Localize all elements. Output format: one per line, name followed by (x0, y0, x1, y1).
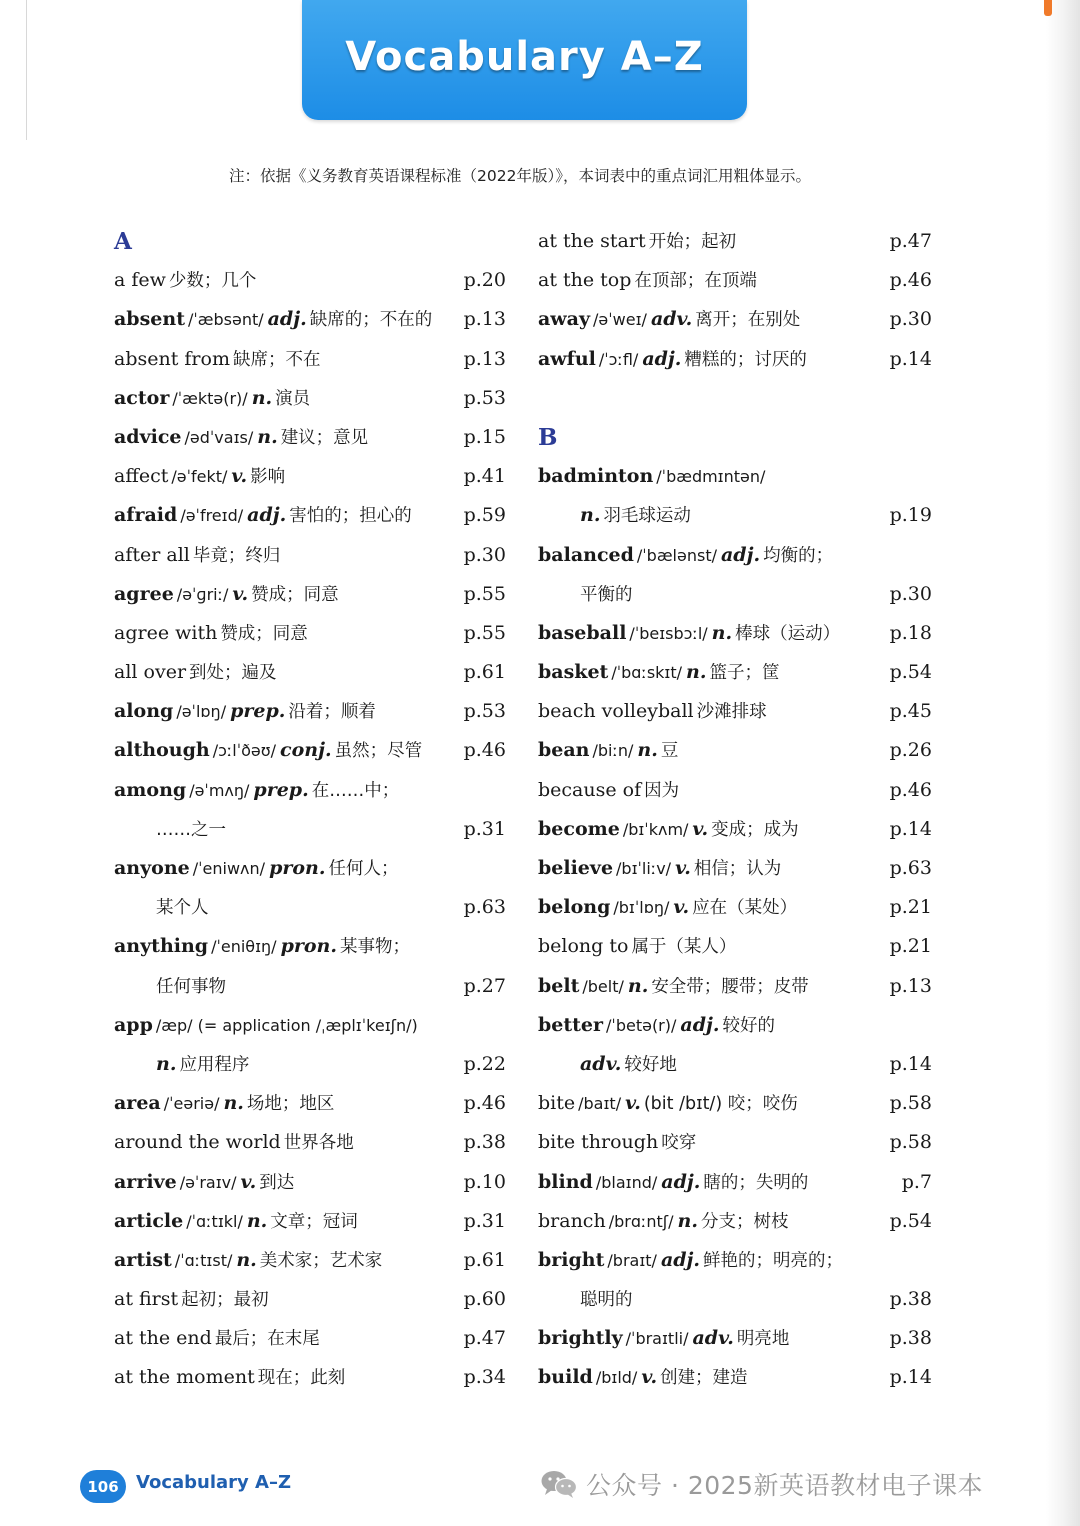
vocab-entry-row (538, 222, 934, 261)
entry-page-ref: p.30 (889, 582, 932, 605)
entry-part-of-speech: n. (251, 386, 273, 409)
entry-meaning: ……之一 (156, 819, 226, 840)
entry-term: agree with (114, 621, 218, 644)
vocab-entry-row (538, 1202, 934, 1241)
vocab-entry-row (114, 1358, 508, 1397)
entry-page-ref: p.53 (463, 700, 506, 723)
entry-part-of-speech: adj. (660, 1248, 701, 1271)
entry-phonetic: /bɪˈliːv/ (616, 859, 672, 878)
entry-page-ref: p.38 (889, 1327, 932, 1350)
vocab-entry-row (538, 1319, 934, 1358)
entry-phonetic: /əˈɡriː/ (176, 584, 229, 604)
section-gap (538, 379, 934, 418)
vocab-entry-row (114, 1084, 508, 1123)
entry-page-ref: p.55 (463, 582, 506, 605)
entry-continuation-row (538, 575, 934, 614)
vocab-entry-row (114, 771, 508, 810)
entry-term: bite through (538, 1131, 659, 1154)
entry-continuation-row (114, 888, 508, 927)
entry-continuation-row (114, 1045, 508, 1084)
entry-term: belong to (538, 935, 629, 958)
entry-term: build (538, 1366, 593, 1389)
entry-term: beach volleyball (538, 700, 694, 723)
vocab-entry-row (538, 1123, 934, 1162)
entry-part-of-speech: v. (675, 857, 691, 879)
entry-meaning: 场地；地区 (246, 1094, 335, 1115)
entry-term: away (538, 308, 591, 331)
entry-phonetic: /ˈbædmɪntən/ (656, 467, 766, 487)
vocab-entry-row (114, 1123, 508, 1162)
entry-page-ref: p.30 (463, 543, 506, 566)
entry-part-of-speech: v. (240, 1170, 257, 1193)
entry-page-ref: p.31 (463, 1209, 506, 1232)
entry-term: bright (538, 1248, 605, 1271)
entry-part-of-speech: prep. (230, 700, 286, 723)
entry-meaning: 豆 (660, 741, 679, 762)
entry-term: baseball (538, 621, 627, 644)
entry-part-of-speech: adj. (720, 543, 761, 566)
entry-meaning: 棒球（运动） (735, 623, 841, 644)
vocab-entry-row (538, 536, 934, 575)
vocab-entry-row (538, 771, 934, 810)
vocab-entry-row (114, 340, 508, 379)
entry-part-of-speech: adj. (247, 504, 287, 527)
entry-part-of-speech: prep. (253, 778, 309, 801)
right-column (538, 222, 934, 1398)
entry-page-ref: p.61 (463, 1248, 506, 1271)
entry-term: at the top (538, 269, 632, 292)
entry-part-of-speech: v. (673, 896, 690, 919)
entry-page-ref: p.54 (889, 1209, 932, 1232)
entry-page-ref: p.13 (463, 308, 506, 331)
entry-phonetic: /ˈbɑːskɪt/ (611, 663, 683, 683)
entry-meaning: 沿着；顺着 (288, 702, 376, 723)
vocab-entry-row (538, 1084, 934, 1123)
entry-phonetic: /əˈfekt/ (171, 467, 228, 487)
entry-meaning: 开始；起初 (648, 232, 737, 252)
entry-meaning: 变成；成为 (711, 819, 799, 840)
entry-meaning: 某个人 (156, 898, 209, 919)
entry-page-ref: p.14 (889, 1052, 932, 1075)
entry-phonetic: /æp/ (= application /ˌæplɪˈkeɪʃn/) (155, 1015, 418, 1035)
entry-part-of-speech: n. (223, 1092, 244, 1115)
vocab-entry-row (114, 731, 508, 770)
entry-phonetic: /ˈɔːfl/ (598, 349, 639, 369)
entry-term: all over (114, 661, 187, 684)
entry-part-of-speech: v. (231, 465, 248, 488)
left-column (114, 222, 508, 1398)
wechat-icon (540, 1469, 578, 1499)
vocab-entry-row (114, 300, 508, 339)
entry-continuation-row (538, 1045, 934, 1084)
entry-page-ref: p.55 (463, 621, 506, 644)
entry-meaning: 缺席的；不在的 (309, 310, 433, 331)
watermark-text: 公众号 · 2025新英语教材电子课本 (586, 1471, 983, 1500)
entry-term: afraid (114, 504, 178, 527)
entry-part-of-speech: n. (637, 739, 658, 762)
entry-phonetic: /ˈeəriə/ (163, 1094, 220, 1114)
entry-meaning: 任何事物 (156, 976, 226, 997)
entry-term: become (538, 817, 620, 840)
entry-meaning: 平衡的 (580, 584, 633, 605)
entry-page-ref: p.38 (463, 1131, 506, 1154)
entry-part-of-speech: adj. (680, 1013, 720, 1036)
footer-title: Vocabulary A–Z (136, 1472, 292, 1493)
entry-page-ref: p.59 (463, 504, 506, 527)
vocab-entry-row (114, 614, 508, 653)
entry-meaning: 世界各地 (283, 1133, 354, 1154)
entry-term: absent (114, 308, 185, 331)
vocab-entry-row (114, 261, 508, 300)
vocab-entry-row (538, 731, 934, 770)
entry-meaning: 篮子；筐 (709, 663, 780, 684)
vocab-entry-row (538, 614, 934, 653)
entry-meaning: 赞成；同意 (220, 623, 308, 644)
vocab-entry-row (114, 536, 508, 575)
entry-phonetic: /ɔːlˈðəʊ/ (212, 741, 277, 761)
entry-phonetic: /ˈæktə(r)/ (172, 388, 248, 408)
vocab-entry-row (114, 418, 508, 457)
entry-part-of-speech: pron. (280, 935, 337, 958)
entry-term: bite (538, 1092, 576, 1115)
entry-meaning: 糟糕的；讨厌的 (684, 349, 807, 370)
entry-part-of-speech: v. (625, 1092, 641, 1115)
page-left-crease (26, 0, 27, 140)
vocab-entry-row (538, 1358, 934, 1397)
entry-term: because of (538, 778, 642, 801)
entry-page-ref: p.14 (889, 1366, 932, 1389)
title-tab (302, 0, 747, 120)
vocab-entry-row (114, 1319, 508, 1358)
entry-meaning: 某事物； (339, 937, 410, 958)
note-text: 注：依据《义务教育英语课程标准（2022年版）》，本词表中的重点词汇用粗体显示。 (229, 167, 811, 185)
entry-term: blind (538, 1170, 593, 1193)
entry-page-ref: p.47 (889, 230, 932, 252)
vocab-entry-row (538, 457, 934, 496)
page-right-edge (1046, 0, 1080, 1526)
entry-part-of-speech: conj. (280, 739, 332, 762)
entry-phonetic: /əˈfreɪd/ (180, 506, 244, 526)
entry-page-ref: p.34 (463, 1366, 506, 1389)
vocab-entry-row (538, 927, 934, 966)
entry-term: arrive (114, 1170, 177, 1193)
entry-part-of-speech: n. (257, 425, 278, 448)
entry-term: belong (538, 896, 611, 919)
vocab-entry-row (114, 1163, 508, 1202)
entry-term: advice (114, 425, 182, 448)
entry-page-ref: p.41 (463, 465, 506, 488)
entry-term: badminton (538, 465, 654, 488)
entry-page-ref: p.14 (889, 347, 932, 370)
entry-phonetic: /braɪt/ (607, 1250, 657, 1270)
entry-meaning: 任何人； (328, 859, 399, 879)
entry-part-of-speech: n. (627, 974, 649, 997)
entry-meaning: 到达 (259, 1172, 295, 1193)
entry-continuation-row (538, 1280, 934, 1319)
entry-page-ref: p.46 (463, 1092, 506, 1115)
vocab-entry-row (538, 888, 934, 927)
entry-page-ref: p.19 (889, 504, 932, 527)
entry-term: actor (114, 386, 170, 409)
entry-term: at the moment (114, 1366, 255, 1389)
entry-meaning: 应用程序 (179, 1054, 250, 1075)
entry-meaning: 分支；树枝 (700, 1211, 789, 1232)
entry-meaning: 较好的 (722, 1015, 775, 1036)
entry-page-ref: p.21 (889, 935, 932, 958)
entry-page-ref: p.15 (463, 425, 506, 448)
entry-part-of-speech: n. (236, 1248, 257, 1271)
entry-page-ref: p.45 (889, 700, 932, 723)
entry-meaning: 安全带；腰带；皮带 (651, 976, 809, 997)
entry-term: area (114, 1092, 161, 1115)
entry-phonetic: /ˈbraɪtli/ (625, 1329, 689, 1349)
entry-term: branch (538, 1209, 606, 1232)
entry-meaning: 属于（某人） (631, 937, 737, 958)
entry-meaning: 聪明的 (580, 1290, 633, 1311)
entry-page-ref: p.58 (889, 1092, 932, 1115)
entry-meaning: 鲜艳的；明亮的； (703, 1250, 844, 1271)
entry-page-ref: p.27 (463, 974, 506, 997)
entry-meaning: 瞎的；失明的 (703, 1172, 809, 1193)
entry-page-ref: p.7 (901, 1170, 932, 1193)
vocab-entry-row (114, 496, 508, 535)
entry-meaning: 影响 (250, 467, 286, 488)
entry-part-of-speech: adv. (692, 1327, 734, 1350)
entry-term: at the end (114, 1327, 212, 1350)
entry-term: although (114, 739, 210, 762)
entry-page-ref: p.63 (889, 857, 932, 879)
entry-term: a few (114, 269, 166, 292)
entry-continuation-row (114, 967, 508, 1006)
entry-phonetic: /ˈbetə(r)/ (606, 1015, 677, 1035)
entry-phonetic: /əˈlɒŋ/ (176, 702, 227, 722)
entry-meaning: 较好地 (624, 1054, 677, 1075)
vocab-entry-row (538, 849, 934, 888)
entry-phonetic: /bɪˈlɒŋ/ (613, 898, 670, 918)
vocab-entry-row (538, 653, 934, 692)
entry-part-of-speech: n. (686, 661, 707, 684)
entry-page-ref: p.53 (463, 386, 506, 409)
entry-part-of-speech: n. (580, 504, 601, 527)
entry-page-ref: p.13 (889, 974, 932, 997)
section-letter: A (114, 228, 132, 255)
entry-term: believe (538, 857, 614, 879)
entry-page-ref: p.21 (889, 896, 932, 919)
entry-meaning: 咬穿 (661, 1133, 697, 1154)
entry-meaning: 美术家；艺术家 (259, 1250, 383, 1271)
entry-part-of-speech: v. (692, 817, 709, 840)
entry-meaning: 相信；认为 (693, 859, 782, 879)
entry-part-of-speech: n. (711, 621, 733, 644)
entry-page-ref: p.60 (463, 1288, 506, 1311)
entry-phonetic: /biːn/ (592, 741, 634, 761)
entry-meaning: 到处；遍及 (189, 663, 277, 684)
entry-part-of-speech: pron. (269, 857, 326, 879)
page-title: Vocabulary A–Z (345, 34, 704, 80)
entry-term: along (114, 700, 174, 723)
entry-meaning: 演员 (275, 388, 311, 409)
entry-term: bean (538, 739, 590, 762)
entry-meaning: 在顶部；在顶端 (634, 271, 757, 292)
entry-term: agree (114, 582, 174, 605)
entry-part-of-speech: n. (246, 1209, 268, 1232)
entry-term: belt (538, 974, 580, 997)
entry-phonetic: /bɪld/ (595, 1368, 638, 1388)
entry-page-ref: p.20 (463, 269, 506, 292)
entry-page-ref: p.46 (889, 778, 932, 801)
entry-page-ref: p.30 (889, 308, 932, 331)
entry-phonetic: /əˈmʌŋ/ (189, 780, 250, 800)
entry-term: brightly (538, 1327, 623, 1350)
vocab-entry-row (538, 967, 934, 1006)
entry-page-ref: p.18 (889, 621, 932, 644)
page-corner-tab (1044, 0, 1052, 16)
entry-part-of-speech: v. (232, 582, 249, 605)
entry-phonetic: /ˈbælənst/ (636, 545, 717, 565)
entry-page-ref: p.10 (463, 1170, 506, 1193)
entry-meaning: 赞成；同意 (251, 584, 339, 605)
entry-phonetic: /ˈɑːtɪkl/ (186, 1211, 243, 1231)
vocab-entry-row (538, 1006, 934, 1045)
entry-page-ref: p.54 (889, 661, 932, 684)
entry-term: affect (114, 465, 169, 488)
entry-term: awful (538, 347, 596, 370)
entry-page-ref: p.38 (889, 1288, 932, 1311)
entry-meaning: 缺席；不在 (232, 349, 321, 370)
vocab-entry-row (538, 1163, 934, 1202)
entry-term: article (114, 1209, 184, 1232)
entry-page-ref: p.31 (463, 817, 506, 840)
vocab-entry-row (114, 1280, 508, 1319)
entry-phonetic: /ˈɑːtɪst/ (174, 1250, 233, 1270)
vocab-entry-row (538, 261, 934, 300)
entry-continuation-row (114, 810, 508, 849)
entry-phonetic: /ˈæbsənt/ (187, 310, 264, 330)
entry-meaning: (bit /bɪt/) 咬；咬伤 (643, 1094, 798, 1115)
vocab-entry-row (114, 379, 508, 418)
entry-phonetic: /ˈeniθɪŋ/ (211, 937, 277, 957)
entry-phonetic: /əˈraɪv/ (179, 1172, 237, 1192)
vocab-entry-row (114, 575, 508, 614)
vocab-entry-row (538, 692, 934, 731)
vocab-entry-row (114, 457, 508, 496)
entry-part-of-speech: v. (641, 1366, 658, 1389)
entry-part-of-speech: adv. (580, 1052, 622, 1075)
vocab-entry-row (538, 340, 934, 379)
entry-term: basket (538, 661, 609, 684)
entry-phonetic: /baɪt/ (578, 1094, 622, 1114)
entry-meaning: 害怕的；担心的 (289, 506, 412, 527)
entry-term: at the start (538, 230, 646, 252)
vocab-entry-row (114, 653, 508, 692)
entry-page-ref: p.22 (463, 1052, 506, 1075)
entry-meaning: 明亮地 (736, 1329, 790, 1350)
entry-meaning: 应在（某处） (692, 898, 798, 919)
entry-term: among (114, 778, 187, 801)
entry-term: app (114, 1013, 153, 1036)
entry-meaning: 文章；冠词 (270, 1211, 358, 1232)
entry-term: after all (114, 543, 190, 566)
entry-meaning: 在……中； (311, 780, 400, 801)
entry-meaning: 创建；建造 (660, 1368, 748, 1389)
entry-term: absent from (114, 347, 230, 370)
entry-page-ref: p.13 (463, 347, 506, 370)
entry-meaning: 因为 (644, 780, 680, 801)
entry-part-of-speech: adv. (650, 308, 693, 331)
entry-meaning: 少数；几个 (168, 271, 257, 292)
entry-page-ref: p.63 (463, 896, 506, 919)
entry-phonetic: /ˈbeɪsbɔːl/ (629, 623, 708, 643)
entry-page-ref: p.58 (889, 1131, 932, 1154)
entry-page-ref: p.14 (889, 817, 932, 840)
section-letter: B (538, 423, 558, 451)
vocab-entry-row (114, 849, 508, 888)
entry-term: better (538, 1013, 604, 1036)
entry-term: around the world (114, 1131, 281, 1154)
entry-phonetic: /blaɪnd/ (595, 1172, 658, 1192)
vocab-entry-row (538, 810, 934, 849)
vocab-entry-row (114, 1202, 508, 1241)
vocab-entry-row (114, 927, 508, 966)
entry-meaning: 现在；此刻 (257, 1368, 346, 1389)
entry-phonetic: /brɑːntʃ/ (608, 1211, 674, 1231)
vocab-entry-row (538, 1241, 934, 1280)
entry-page-ref: p.61 (463, 661, 506, 684)
entry-phonetic: /əˈweɪ/ (593, 310, 647, 330)
vocab-entry-row (538, 300, 934, 339)
section-letter-row (114, 222, 508, 261)
entry-meaning: 虽然；尽管 (334, 741, 423, 762)
page-number-badge: 106 (80, 1470, 126, 1503)
entry-part-of-speech: adj. (267, 308, 307, 331)
section-letter-row (538, 418, 934, 457)
entry-page-ref: p.47 (463, 1327, 506, 1350)
entry-meaning: 沙滩排球 (696, 702, 767, 723)
entry-term: anyone (114, 857, 190, 879)
entry-meaning: 离开；在别处 (695, 310, 801, 331)
entry-meaning: 毕竟；终归 (192, 545, 281, 566)
entry-page-ref: p.46 (463, 739, 506, 762)
entry-continuation-row (538, 496, 934, 535)
entry-meaning: 最后；在末尾 (214, 1329, 320, 1350)
vocab-entry-row (114, 1006, 508, 1045)
entry-meaning: 均衡的； (763, 545, 834, 566)
entry-part-of-speech: adj. (642, 347, 682, 370)
vocab-entry-row (114, 1241, 508, 1280)
entry-part-of-speech: adj. (661, 1170, 701, 1193)
entry-phonetic: /ədˈvaɪs/ (184, 427, 254, 447)
watermark (540, 1462, 983, 1506)
entry-meaning: 羽毛球运动 (603, 506, 691, 527)
entry-meaning: 建议；意见 (280, 427, 369, 448)
entry-page-ref: p.46 (889, 269, 932, 292)
entry-phonetic: /belt/ (582, 976, 624, 996)
entry-part-of-speech: n. (156, 1052, 177, 1075)
vocab-entry-row (114, 692, 508, 731)
entry-phonetic: /ˈeniwʌn/ (192, 859, 266, 878)
entry-term: at first (114, 1288, 179, 1311)
entry-page-ref: p.26 (889, 739, 932, 762)
entry-term: anything (114, 935, 209, 958)
entry-part-of-speech: n. (677, 1209, 698, 1232)
entry-term: balanced (538, 543, 634, 566)
entry-phonetic: /bɪˈkʌm/ (622, 819, 689, 839)
entry-term: artist (114, 1248, 172, 1271)
entry-meaning: 起初；最初 (181, 1290, 269, 1311)
